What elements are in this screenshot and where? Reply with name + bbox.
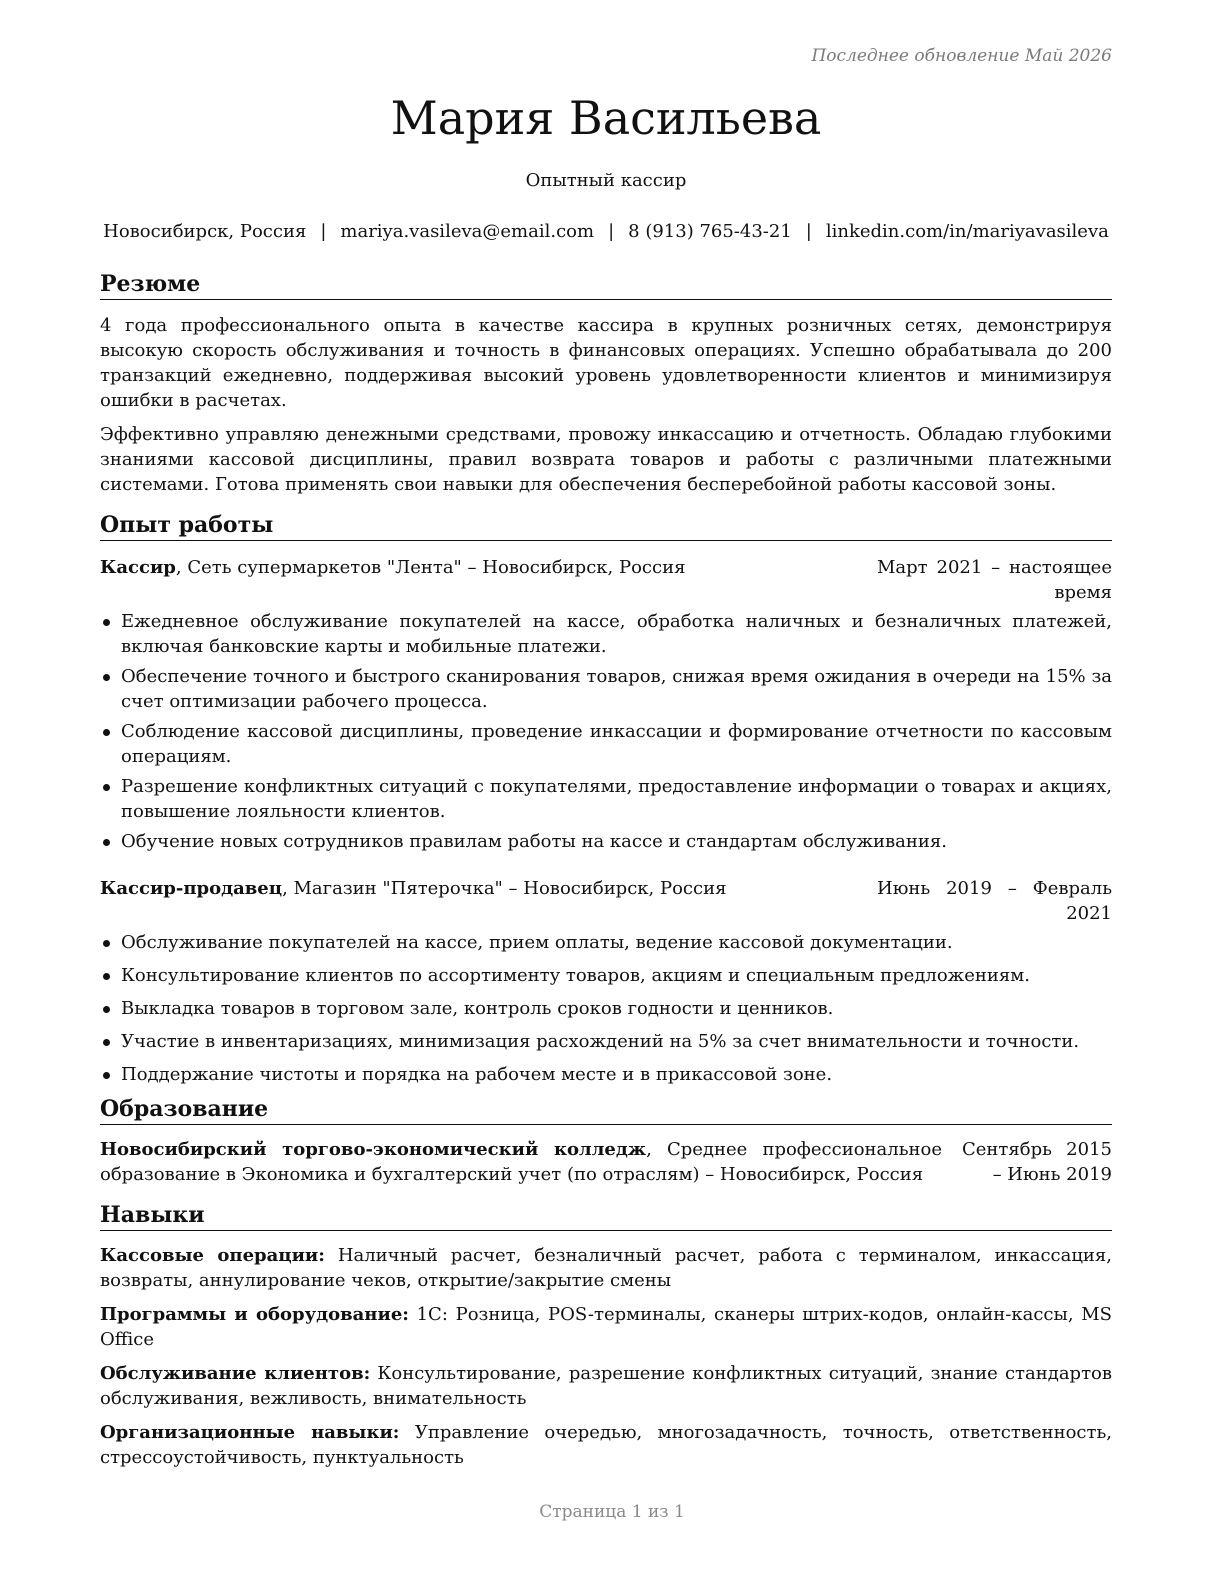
page-number-footer: Страница 1 из 1 bbox=[539, 1502, 685, 1522]
job-role: Кассир bbox=[100, 557, 176, 578]
education-description bbox=[100, 1137, 962, 1187]
summary-title: Резюме bbox=[100, 270, 1112, 300]
job-organization: , Сеть супермаркетов "Лента" – Новосибирск, Россия bbox=[175, 557, 686, 578]
contact-phone[interactable]: 8 (913) 765-43-21 bbox=[628, 221, 792, 242]
skill-text: 1С: Розница, POS-терминалы, сканеры штрих-кодов, онлайн-кассы, MS Office bbox=[100, 1304, 1112, 1350]
job-role: Кассир-продавец bbox=[100, 878, 283, 899]
job-title-line bbox=[100, 876, 877, 901]
job-bullet: Ежедневное обслуживание покупателей на кассе, обработка наличных и безналичных платежей, включая банковские карты и мобильные платежи. bbox=[100, 609, 1112, 659]
candidate-headline: Опытный кассир bbox=[525, 170, 687, 191]
education-title: Образование bbox=[100, 1095, 1112, 1125]
job-entry bbox=[100, 876, 1112, 1087]
job-header bbox=[100, 555, 1112, 605]
skill-text: Консультирование, разрешение конфликтных ситуаций, знание стандартов обслуживания, вежливость, внимательность bbox=[100, 1363, 1112, 1409]
education-dates: Сентябрь 2015 – Июнь 2019 bbox=[962, 1139, 1112, 1185]
resume-page bbox=[100, 0, 1112, 1584]
contact-separator: | bbox=[805, 221, 812, 242]
skill-label: Кассовые операции: bbox=[100, 1245, 325, 1266]
job-bullet: Обслуживание покупателей на кассе, прием оплаты, ведение кассовой документации. bbox=[100, 930, 1112, 955]
contact-linkedin[interactable]: linkedin.com/in/mariyavasileva bbox=[825, 221, 1109, 242]
contact-separator: | bbox=[608, 221, 615, 242]
job-entry bbox=[100, 555, 1112, 854]
job-organization: , Магазин "Пятерочка" – Новосибирск, Россия bbox=[282, 878, 727, 899]
job-bullets bbox=[100, 930, 1112, 1087]
skill-text: Управление очередью, многозадачность, точность, ответственность, стрессоустойчивость, пунктуальность bbox=[100, 1422, 1112, 1468]
education-entry bbox=[100, 1137, 1112, 1187]
job-bullets bbox=[100, 609, 1112, 854]
education-details: , Среднее профессиональное образование в Экономика и бухгалтерский учет (по отраслям) – Новосибирск, Россия bbox=[100, 1139, 942, 1185]
summary-paragraph: 4 года профессионального опыта в качестве кассира в крупных розничных сетях, демонстрируя высокую скорость обслуживания и точность в финансовых операциях. Успешно обрабатывала до 200 транзакций ежедневно, поддерживая высокий уровень удовлетворенности клиентов и минимизируя ошибки в расчетах. bbox=[100, 315, 1112, 411]
job-bullet: Обеспечение точного и быстрого сканирования товаров, снижая время ожидания в очереди на 15% за счет оптимизации рабочего процесса. bbox=[100, 664, 1112, 714]
skill-label: Обслуживание клиентов: bbox=[100, 1363, 371, 1384]
job-header bbox=[100, 876, 1112, 926]
contact-email[interactable]: mariya.vasileva@email.com bbox=[340, 221, 595, 242]
experience-title: Опыт работы bbox=[100, 511, 1112, 541]
skills-section bbox=[100, 1201, 1112, 1470]
job-title-line bbox=[100, 555, 877, 580]
contact-line bbox=[100, 219, 1112, 244]
job-bullet: Участие в инвентаризациях, минимизация расхождений на 5% за счет внимательности и точности. bbox=[100, 1029, 1112, 1054]
experience-section bbox=[100, 511, 1112, 1087]
resume-content bbox=[100, 270, 1112, 1479]
summary-section bbox=[100, 270, 1112, 497]
education-section bbox=[100, 1095, 1112, 1187]
summary-paragraph: Эффективно управляю денежными средствами, провожу инкассацию и отчетность. Обладаю глубокими знаниями кассовой дисциплины, правил возврата товаров и работы с различными платежными системами. Готова применять свои навыки для обеспечения бесперебойной работы кассовой зоны. bbox=[100, 424, 1112, 495]
job-bullet: Соблюдение кассовой дисциплины, проведение инкассации и формирование отчетности по кассовым операциям. bbox=[100, 719, 1112, 769]
job-bullet: Консультирование клиентов по ассортименту товаров, акциям и специальным предложениям. bbox=[100, 963, 1112, 988]
job-dates: Июнь 2019 – Февраль 2021 bbox=[877, 878, 1112, 924]
skills-title: Навыки bbox=[100, 1201, 1112, 1231]
skill-row bbox=[100, 1302, 1112, 1352]
skill-text: Наличный расчет, безналичный расчет, работа с терминалом, инкассация, возвраты, аннулирование чеков, открытие/закрытие смены bbox=[100, 1245, 1113, 1291]
skill-row bbox=[100, 1243, 1112, 1293]
education-institution: Новосибирский торгово-экономический колледж bbox=[100, 1139, 647, 1160]
skill-row bbox=[100, 1420, 1112, 1470]
contact-separator: | bbox=[320, 221, 327, 242]
job-bullet: Разрешение конфликтных ситуаций с покупателями, предоставление информации о товарах и акциях, повышение лояльности клиентов. bbox=[100, 774, 1112, 824]
job-bullet: Обучение новых сотрудников правилам работы на кассе и стандартам обслуживания. bbox=[100, 829, 1112, 854]
skill-label: Программы и оборудование: bbox=[100, 1304, 409, 1325]
contact-location: Новосибирск, Россия bbox=[103, 221, 307, 242]
skill-row bbox=[100, 1361, 1112, 1411]
job-dates: Март 2021 – настоящее время bbox=[877, 557, 1112, 603]
job-bullet: Поддержание чистоты и порядка на рабочем месте и в прикассовой зоне. bbox=[100, 1062, 1112, 1087]
candidate-name: Мария Васильева bbox=[390, 91, 822, 145]
last-updated-note: Последнее обновление Май 2026 bbox=[811, 46, 1112, 66]
skill-label: Организационные навыки: bbox=[100, 1422, 400, 1443]
job-bullet: Выкладка товаров в торговом зале, контроль сроков годности и ценников. bbox=[100, 996, 1112, 1021]
